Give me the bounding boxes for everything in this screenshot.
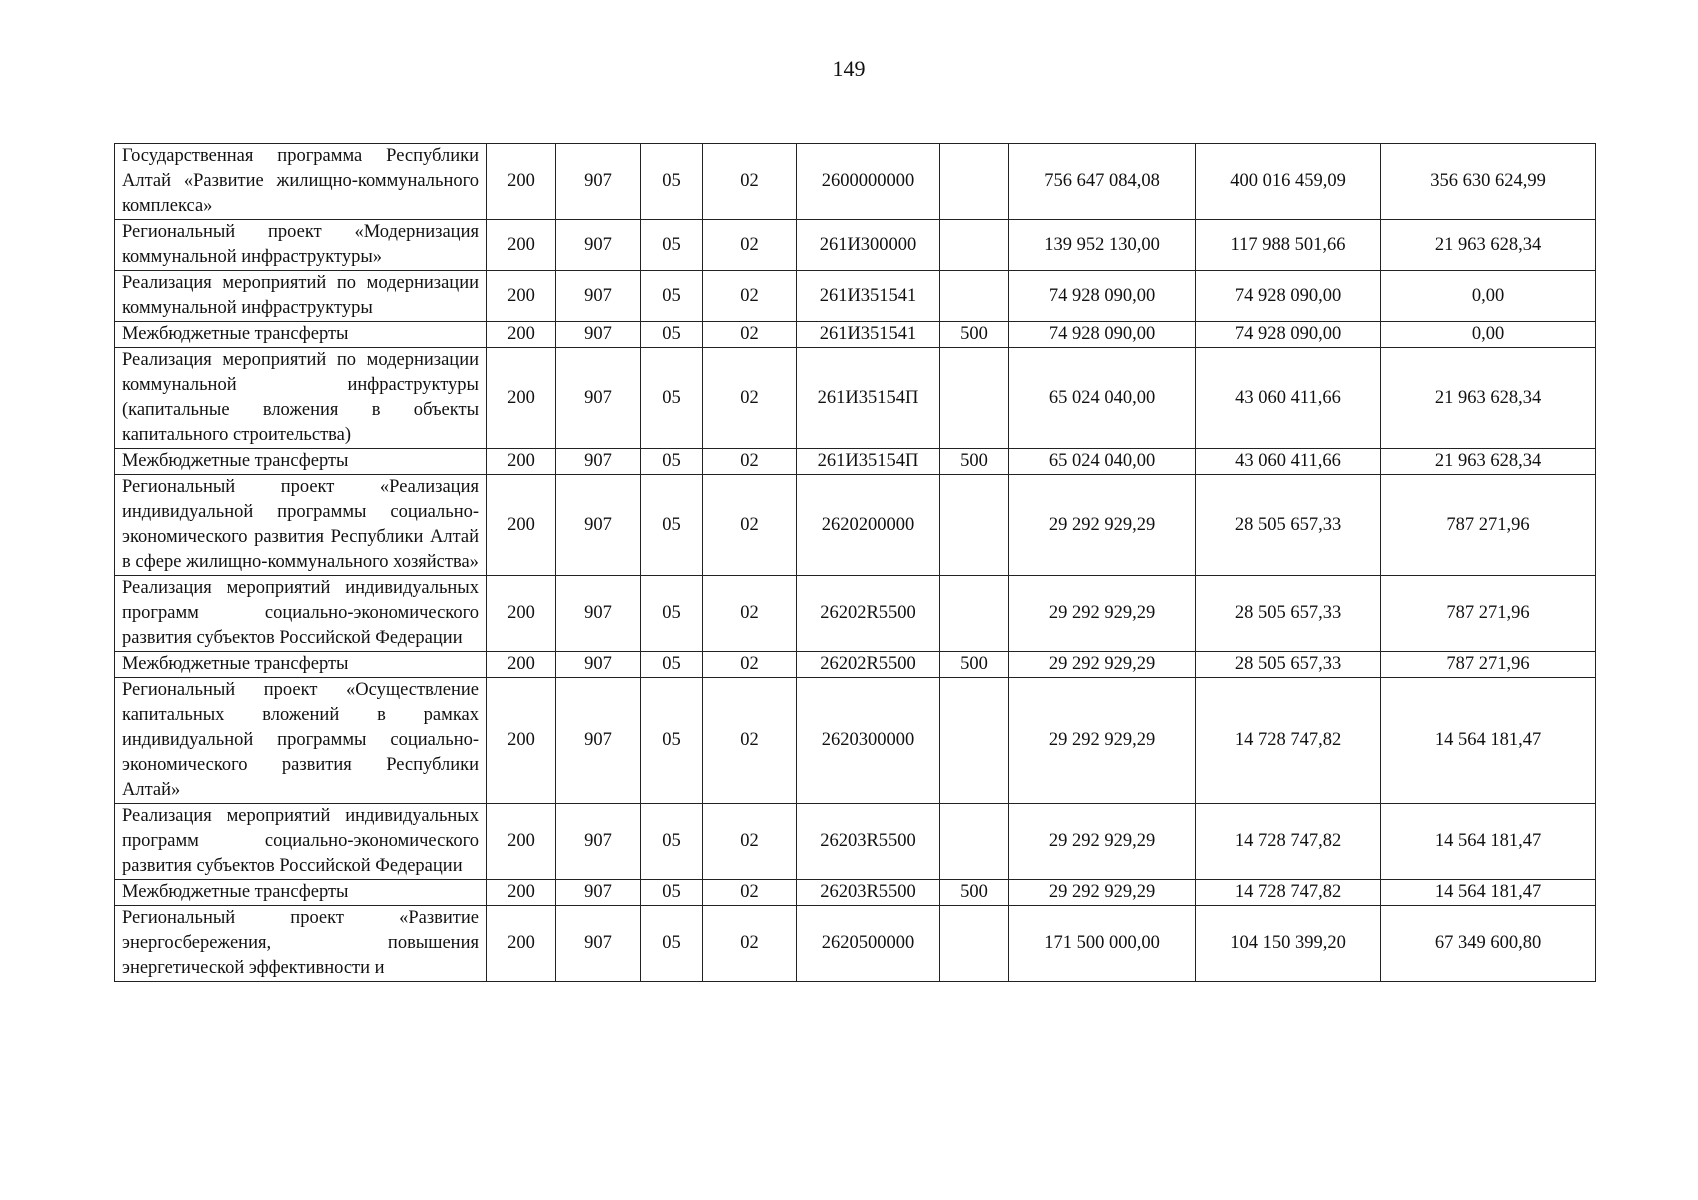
amount-planned-cell: 29 292 929,29: [1009, 880, 1196, 906]
subsection-cell: 02: [703, 576, 797, 652]
amount-planned-cell: 29 292 929,29: [1009, 475, 1196, 576]
amount-remaining-cell: 21 963 628,34: [1381, 348, 1596, 449]
target-article-cell: 2600000000: [797, 144, 940, 220]
expense-type-cell: 500: [940, 322, 1009, 348]
section-cell: 05: [641, 144, 703, 220]
amount-planned-cell: 756 647 084,08: [1009, 144, 1196, 220]
code-200-cell: 200: [487, 271, 556, 322]
amount-executed-cell: 14 728 747,82: [1196, 880, 1381, 906]
section-cell: 05: [641, 906, 703, 982]
section-cell: 05: [641, 348, 703, 449]
target-article-cell: 2620200000: [797, 475, 940, 576]
code-200-cell: 200: [487, 449, 556, 475]
item-name-cell: Реализация мероприятий индивидуальных программ социально-экономического развития субъектов Российской Федерации: [115, 804, 487, 880]
code-907-cell: 907: [556, 906, 641, 982]
code-907-cell: 907: [556, 144, 641, 220]
target-article-cell: 2620300000: [797, 678, 940, 804]
expense-type-cell: [940, 348, 1009, 449]
amount-executed-cell: 43 060 411,66: [1196, 348, 1381, 449]
expense-type-cell: [940, 144, 1009, 220]
section-cell: 05: [641, 652, 703, 678]
code-200-cell: 200: [487, 220, 556, 271]
subsection-cell: 02: [703, 804, 797, 880]
section-cell: 05: [641, 220, 703, 271]
amount-remaining-cell: 787 271,96: [1381, 475, 1596, 576]
expense-type-cell: [940, 475, 1009, 576]
amount-planned-cell: 139 952 130,00: [1009, 220, 1196, 271]
amount-remaining-cell: 787 271,96: [1381, 652, 1596, 678]
subsection-cell: 02: [703, 220, 797, 271]
amount-remaining-cell: 21 963 628,34: [1381, 449, 1596, 475]
amount-executed-cell: 28 505 657,33: [1196, 576, 1381, 652]
item-name-cell: Государственная программа Республики Алтай «Развитие жилищно-коммунального комплекса»: [115, 144, 487, 220]
code-200-cell: 200: [487, 652, 556, 678]
item-name-cell: Реализация мероприятий по модернизации коммунальной инфраструктуры (капитальные вложения в объекты капитального строительства): [115, 348, 487, 449]
code-200-cell: 200: [487, 678, 556, 804]
target-article-cell: 26203R5500: [797, 880, 940, 906]
amount-planned-cell: 171 500 000,00: [1009, 906, 1196, 982]
amount-planned-cell: 29 292 929,29: [1009, 652, 1196, 678]
amount-remaining-cell: 0,00: [1381, 322, 1596, 348]
item-name-cell: Межбюджетные трансферты: [115, 652, 487, 678]
section-cell: 05: [641, 322, 703, 348]
amount-executed-cell: 28 505 657,33: [1196, 652, 1381, 678]
amount-planned-cell: 65 024 040,00: [1009, 449, 1196, 475]
code-200-cell: 200: [487, 348, 556, 449]
amount-executed-cell: 400 016 459,09: [1196, 144, 1381, 220]
target-article-cell: 261И300000: [797, 220, 940, 271]
code-907-cell: 907: [556, 449, 641, 475]
amount-planned-cell: 29 292 929,29: [1009, 576, 1196, 652]
amount-executed-cell: 14 728 747,82: [1196, 804, 1381, 880]
item-name-cell: Региональный проект «Модернизация коммунальной инфраструктуры»: [115, 220, 487, 271]
expense-type-cell: [940, 576, 1009, 652]
amount-executed-cell: 43 060 411,66: [1196, 449, 1381, 475]
subsection-cell: 02: [703, 348, 797, 449]
amount-remaining-cell: 787 271,96: [1381, 576, 1596, 652]
expense-type-cell: [940, 271, 1009, 322]
amount-executed-cell: 74 928 090,00: [1196, 322, 1381, 348]
code-200-cell: 200: [487, 475, 556, 576]
code-907-cell: 907: [556, 678, 641, 804]
code-200-cell: 200: [487, 906, 556, 982]
amount-planned-cell: 29 292 929,29: [1009, 804, 1196, 880]
section-cell: 05: [641, 804, 703, 880]
subsection-cell: 02: [703, 144, 797, 220]
amount-remaining-cell: 14 564 181,47: [1381, 678, 1596, 804]
expense-type-cell: 500: [940, 880, 1009, 906]
amount-planned-cell: 74 928 090,00: [1009, 271, 1196, 322]
page-number: 149: [832, 56, 866, 81]
expense-type-cell: [940, 220, 1009, 271]
amount-executed-cell: 117 988 501,66: [1196, 220, 1381, 271]
item-name-cell: Региональный проект «Реализация индивидуальной программы социально-экономического развития Республики Алтай в сфере жилищно-коммунального хозяйства»: [115, 475, 487, 576]
table-row: [115, 348, 1596, 449]
code-907-cell: 907: [556, 348, 641, 449]
section-cell: 05: [641, 449, 703, 475]
target-article-cell: 261И351541: [797, 322, 940, 348]
subsection-cell: 02: [703, 906, 797, 982]
item-name-cell: Реализация мероприятий по модернизации коммунальной инфраструктуры: [115, 271, 487, 322]
table-row: [115, 906, 1596, 982]
code-200-cell: 200: [487, 804, 556, 880]
target-article-cell: 26202R5500: [797, 576, 940, 652]
target-article-cell: 2620500000: [797, 906, 940, 982]
expense-type-cell: [940, 804, 1009, 880]
amount-remaining-cell: 356 630 624,99: [1381, 144, 1596, 220]
target-article-cell: 261И351541: [797, 271, 940, 322]
section-cell: 05: [641, 271, 703, 322]
table-row: [115, 220, 1596, 271]
code-907-cell: 907: [556, 576, 641, 652]
table-row: [115, 880, 1596, 906]
table-row: [115, 322, 1596, 348]
table-row: [115, 271, 1596, 322]
table-row: [115, 652, 1596, 678]
item-name-cell: Межбюджетные трансферты: [115, 322, 487, 348]
subsection-cell: 02: [703, 475, 797, 576]
amount-planned-cell: 29 292 929,29: [1009, 678, 1196, 804]
item-name-cell: Региональный проект «Осуществление капитальных вложений в рамках индивидуальной программы социально-экономического развития Республики Алтай»: [115, 678, 487, 804]
amount-remaining-cell: 21 963 628,34: [1381, 220, 1596, 271]
target-article-cell: 261И35154П: [797, 348, 940, 449]
table-row: [115, 475, 1596, 576]
code-907-cell: 907: [556, 271, 641, 322]
code-200-cell: 200: [487, 322, 556, 348]
expense-type-cell: 500: [940, 652, 1009, 678]
amount-remaining-cell: 14 564 181,47: [1381, 880, 1596, 906]
amount-remaining-cell: 0,00: [1381, 271, 1596, 322]
subsection-cell: 02: [703, 271, 797, 322]
expense-type-cell: [940, 678, 1009, 804]
amount-executed-cell: 28 505 657,33: [1196, 475, 1381, 576]
code-907-cell: 907: [556, 475, 641, 576]
amount-executed-cell: 74 928 090,00: [1196, 271, 1381, 322]
budget-table: [114, 143, 1596, 982]
table-row: [115, 804, 1596, 880]
code-200-cell: 200: [487, 576, 556, 652]
subsection-cell: 02: [703, 449, 797, 475]
code-200-cell: 200: [487, 144, 556, 220]
amount-planned-cell: 74 928 090,00: [1009, 322, 1196, 348]
item-name-cell: Региональный проект «Развитие энергосбережения, повышения энергетической эффективности и: [115, 906, 487, 982]
target-article-cell: 26203R5500: [797, 804, 940, 880]
code-907-cell: 907: [556, 220, 641, 271]
item-name-cell: Реализация мероприятий индивидуальных программ социально-экономического развития субъектов Российской Федерации: [115, 576, 487, 652]
section-cell: 05: [641, 880, 703, 906]
code-907-cell: 907: [556, 880, 641, 906]
subsection-cell: 02: [703, 652, 797, 678]
code-907-cell: 907: [556, 804, 641, 880]
amount-executed-cell: 14 728 747,82: [1196, 678, 1381, 804]
section-cell: 05: [641, 475, 703, 576]
item-name-cell: Межбюджетные трансферты: [115, 449, 487, 475]
item-name-cell: Межбюджетные трансферты: [115, 880, 487, 906]
code-907-cell: 907: [556, 652, 641, 678]
expense-type-cell: [940, 906, 1009, 982]
target-article-cell: 26202R5500: [797, 652, 940, 678]
table-row: [115, 449, 1596, 475]
subsection-cell: 02: [703, 322, 797, 348]
table-row: [115, 576, 1596, 652]
table-body: [115, 144, 1596, 982]
section-cell: 05: [641, 678, 703, 804]
amount-planned-cell: 65 024 040,00: [1009, 348, 1196, 449]
section-cell: 05: [641, 576, 703, 652]
subsection-cell: 02: [703, 678, 797, 804]
code-200-cell: 200: [487, 880, 556, 906]
amount-remaining-cell: 67 349 600,80: [1381, 906, 1596, 982]
subsection-cell: 02: [703, 880, 797, 906]
amount-remaining-cell: 14 564 181,47: [1381, 804, 1596, 880]
target-article-cell: 261И35154П: [797, 449, 940, 475]
amount-executed-cell: 104 150 399,20: [1196, 906, 1381, 982]
table-row: [115, 678, 1596, 804]
expense-type-cell: 500: [940, 449, 1009, 475]
code-907-cell: 907: [556, 322, 641, 348]
table-row: [115, 144, 1596, 220]
